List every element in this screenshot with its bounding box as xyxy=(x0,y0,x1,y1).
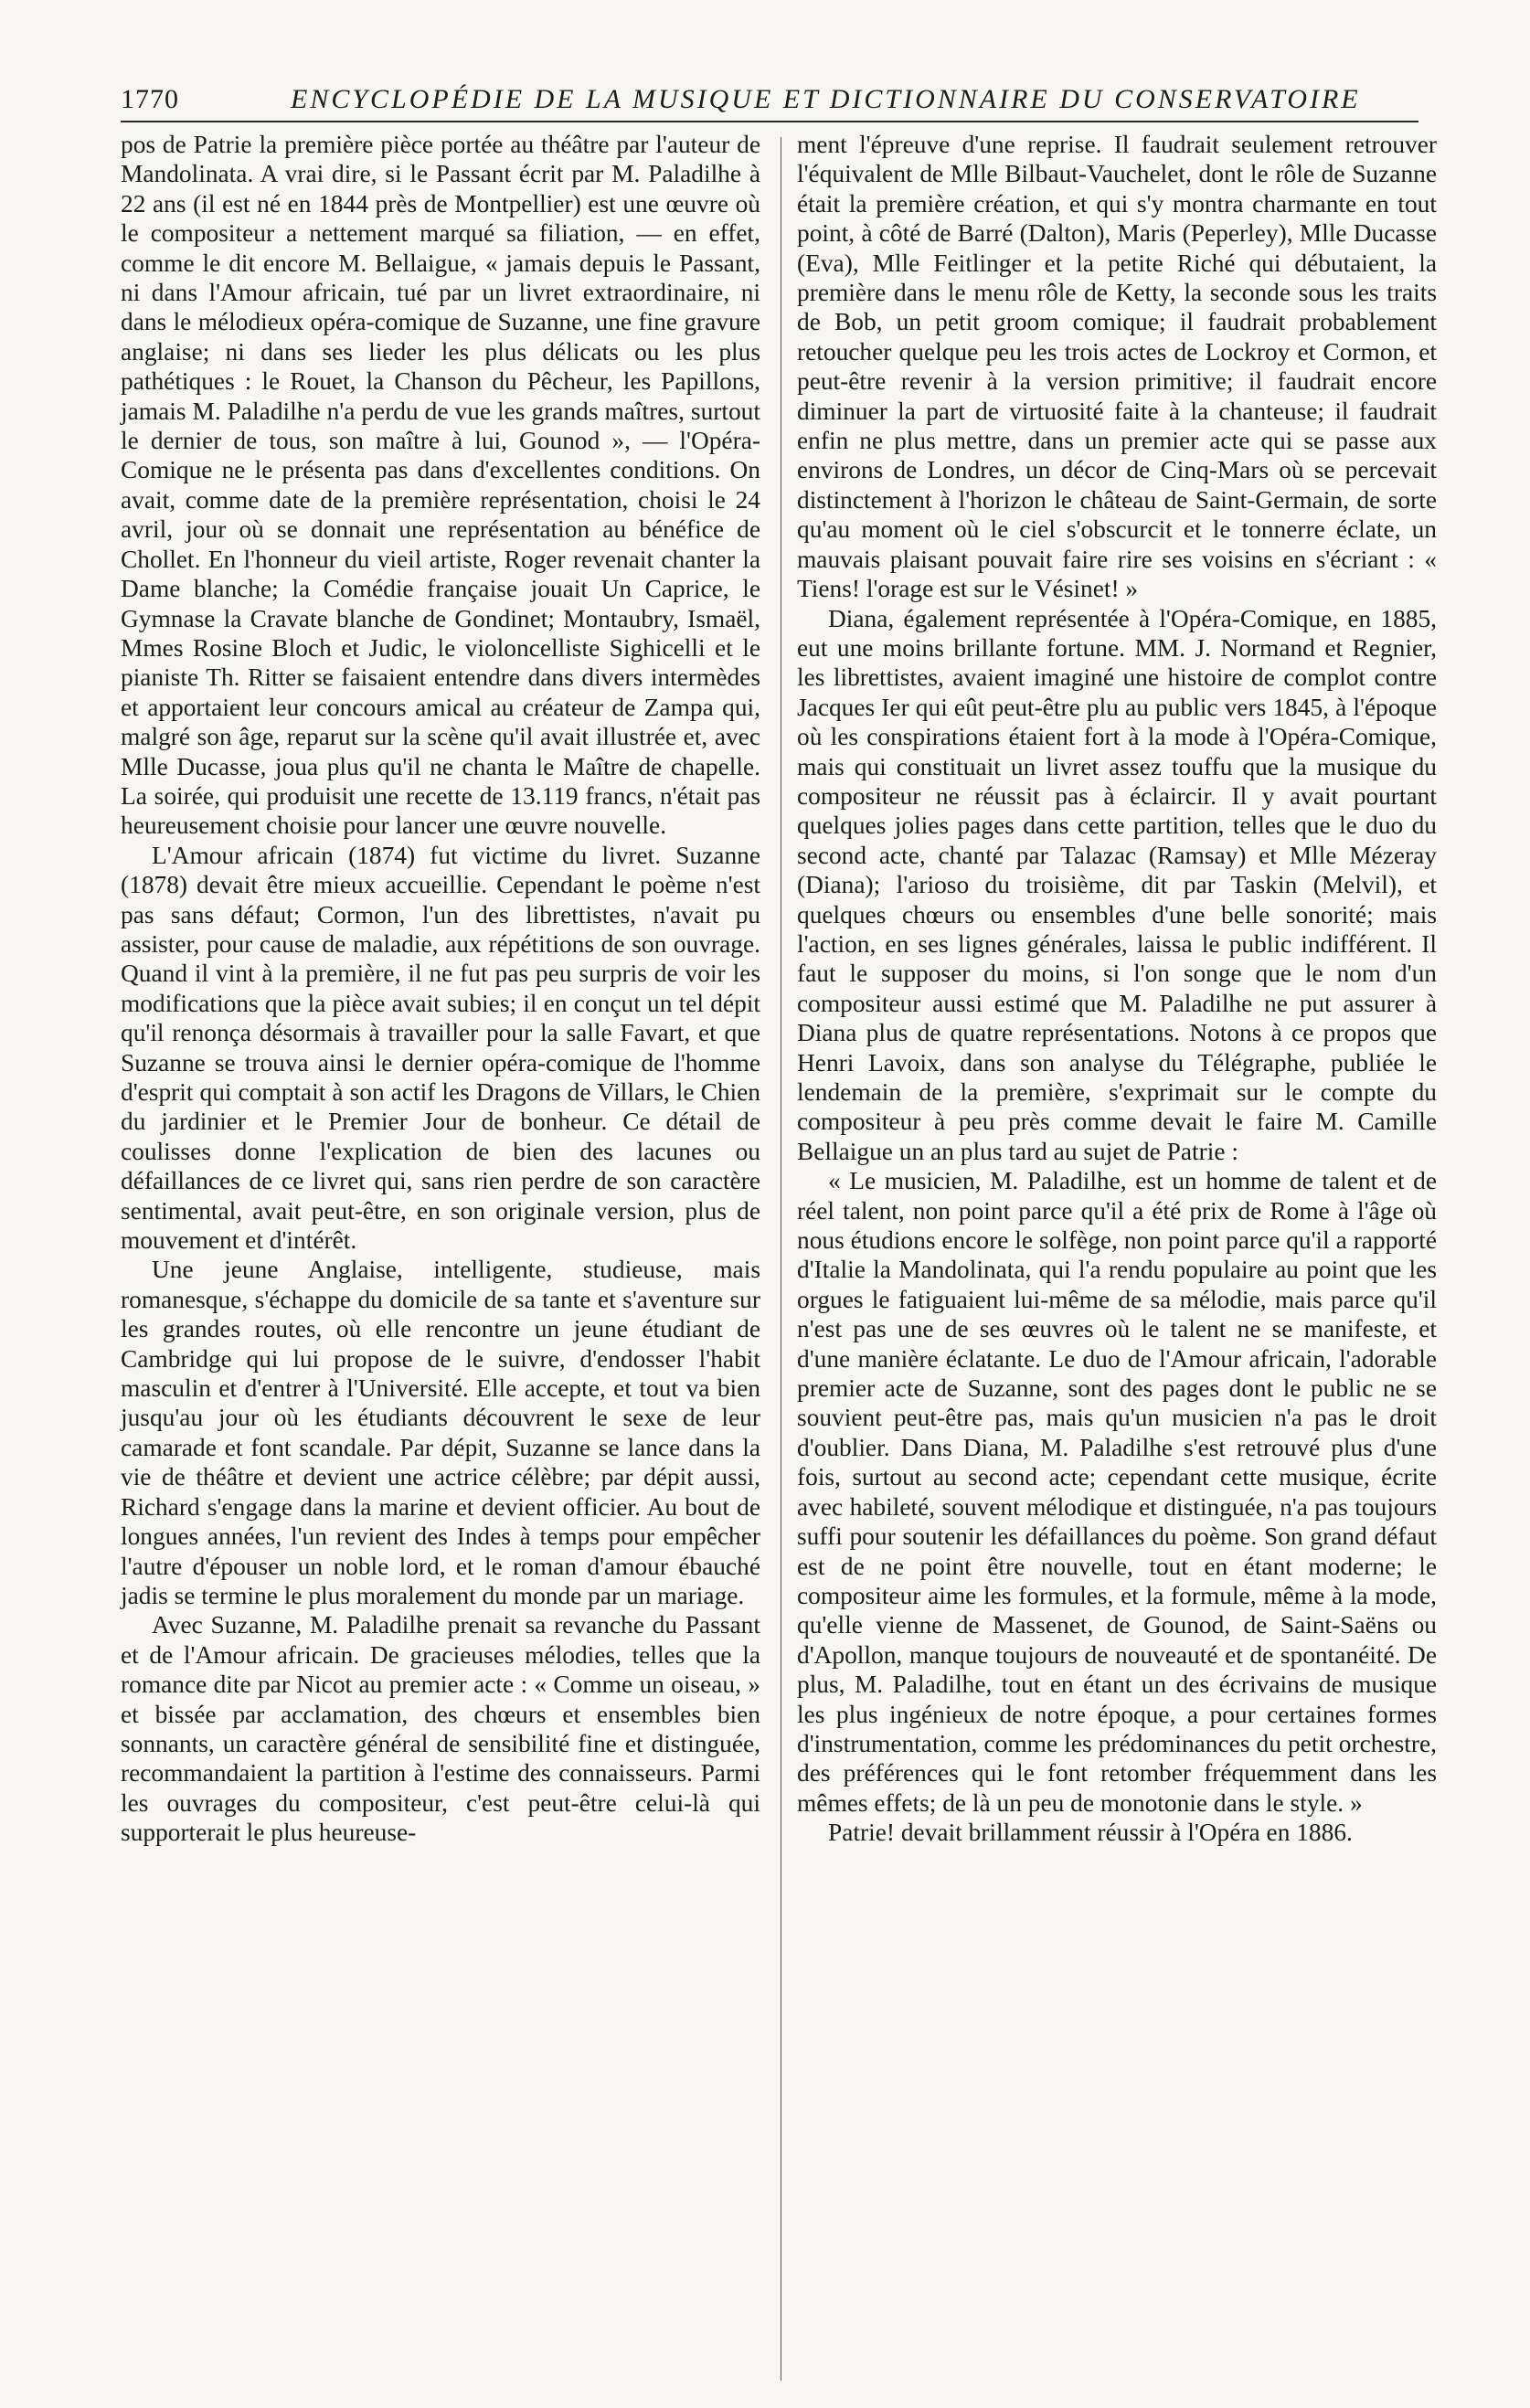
running-title: ENCYCLOPÉDIE DE LA MUSIQUE ET DICTIONNAIRE DU CONSERVATOIRE xyxy=(291,84,1361,114)
page-header xyxy=(121,80,1418,122)
paragraph: pos de Patrie la première pièce portée au théâtre par l'auteur de Mandolinata. A vrai dire, si le Passant écrit par M. Paladilhe à 22 ans (il est né en 1844 près de Montpellier) est une œuvre où le compositeur a nettement marqué sa filiation, — en effet, comme le dit encore M. Bellaigue, « jamais depuis le Passant, ni dans l'Amour africain, tué par un livret extraordinaire, ni dans le mélodieux opéra-comique de Suzanne, une fine gravure anglaise; ni dans ses lieder les plus délicats ou les plus pathétiques : le Rouet, la Chanson du Pêcheur, les Papillons, jamais M. Paladilhe n'a perdu de vue les grands maîtres, surtout le dernier de tous, son maître à lui, Gounod », — l'Opéra-Comique ne le présenta pas dans d'excellentes conditions. On avait, comme date de la première représentation, choisi le 24 avril, jour où se donnait une représentation au bénéfice de Chollet. En l'honneur du vieil artiste, Roger revenait chanter la Dame blanche; la Comédie française jouait Un Caprice, le Gymnase la Cravate blanche de Gondinet; Montaubry, Ismaël, Mmes Rosine Bloch et Judic, le violoncelliste Sighicelli et le pianiste Th. Ritter se faisaient entendre dans divers intermèdes et apportaient leur concours amical au créateur de Zampa qui, malgré son âge, reparut sur la scène qu'il avait illustrée et, avec Mlle Ducasse, joua plus qu'il ne chanta le Maître de chapelle. La soirée, qui produisit une recette de 13.119 francs, n'était pas heureusement choisie pour lancer une œuvre nouvelle. xyxy=(121,131,760,840)
paragraph: L'Amour africain (1874) fut victime du livret. Suzanne (1878) devait être mieux accueillie. Cependant le poème n'est pas sans défaut; Cormon, l'un des librettistes, n'avait pu assister, pour cause de maladie, aux répétitions de son ouvrage. Quand il vint à la première, il ne fut pas peu surpris de voir les modifications que la pièce avait subies; il en conçut un tel dépit qu'il renonça désormais à travailler pour la salle Favart, et que Suzanne se trouva ainsi le dernier opéra-comique de l'homme d'esprit qui comptait à son actif les Dragons de Villars, le Chien du jardinier et le Premier Jour de bonheur. Ce détail de coulisses donne l'explication de bien des lacunes ou défaillances de ce livret qui, sans rien perdre de son caractère sentimental, avait peut-être, en son originale version, plus de mouvement et d'intérêt. xyxy=(121,841,760,1255)
paragraph: ment l'épreuve d'une reprise. Il faudrait seulement retrouver l'équivalent de Mlle Bilbaut-Vauchelet, dont le rôle de Suzanne était la première création, et qui s'y montra charmante en tout point, à côté de Barré (Dalton), Maris (Peperley), Mlle Ducasse (Eva), Mlle Feitlinger et la petite Riché qui débutaient, la première dans le menu rôle de Ketty, la seconde sous les traits de Bob, un petit groom comique; il faudrait probablement retoucher quelque peu les trois actes de Lockroy et Cormon, et peut-être revenir à la version primitive; il faudrait encore diminuer la part de virtuosité faite à la chanteuse; il faudrait enfin ne plus mettre, dans un premier acte qui se passe aux environs de Londres, un décor de Cinq-Mars où se percevait distinctement à l'horizon le château de Saint-Germain, de sorte qu'au moment où le ciel s'obscurcit et le tonnerre éclate, un mauvais plaisant pouvait faire rire ses voisins en s'écriant : « Tiens! l'orage est sur le Vésinet! » xyxy=(797,131,1437,603)
paragraph: Avec Suzanne, M. Paladilhe prenait sa revanche du Passant et de l'Amour africain. De gracieuses mélodies, telles que la romance dite par Nicot au premier acte : « Comme un oiseau, » et bissée par acclamation, des chœurs et ensembles bien sonnants, un caractère général de sensibilité fine et distinguée, recommandaient la partition à l'estime des connaisseurs. Parmi les ouvrages du compositeur, c'est peut-être celui-là qui supporterait le plus heureuse- xyxy=(121,1611,760,1847)
paragraph: « Le musicien, M. Paladilhe, est un homme de talent et de réel talent, non point parce qu'il a été prix de Rome à l'âge où nous étudions encore le solfège, non point parce qu'il a rapporté d'Italie la Mandolinata, qui l'a rendu populaire au point que les orgues le fatiguaient lui-même de sa mélodie, mais parce qu'il n'est pas une de ses œuvres où le talent ne se manifeste, et d'une manière éclatante. Le duo de l'Amour africain, l'adorable premier acte de Suzanne, sont des pages dont le public ne se souvient peut-être pas, mais qu'un musicien n'a pas le droit d'oublier. Dans Diana, M. Paladilhe s'est retrouvé plus d'une fois, surtout au second acte; cependant cette musique, écrite avec habileté, souvent mélodique et distinguée, n'a pas toujours suffi pour soutenir les défaillances du poème. Son grand défaut est de ne point être nouvelle, tout en étant moderne; le compositeur aime les formules, et la formule, même à la mode, qu'elle vienne de Massenet, de Gounod, de Saint-Saëns ou d'Apollon, manque toujours de nouveauté et de spontanéité. De plus, M. Paladilhe, tout en étant un des écrivains de musique les plus ingénieux de notre époque, a pour certaines formes d'instrumentation, comme les prédominances du petit orchestre, des préférences qui le font retomber fréquemment dans les mêmes effets; de là un peu de monotonie dans le style. » xyxy=(797,1167,1437,1817)
right-column xyxy=(797,130,1437,1848)
page-number: 1770 xyxy=(121,84,179,114)
left-column xyxy=(121,130,760,1848)
paragraph: Patrie! devait brillamment réussir à l'Opéra en 1886. xyxy=(828,1819,1353,1847)
paragraph: Diana, également représentée à l'Opéra-Comique, en 1885, eut une moins brillante fortune. MM. J. Normand et Regnier, les librettistes, avaient imaginé une histoire de complot contre Jacques Ier qui eût peut-être plu au public vers 1845, à l'époque où les conspirations étaient fort à la mode à l'Opéra-Comique, mais qui constituait un livret assez touffu que la musique du compositeur ne réussit pas à éclaircir. Il y avait pourtant quelques jolies pages dans cette partition, telles que le duo du second acte, chanté par Talazac (Ramsay) et Mlle Mézeray (Diana); l'arioso du troisième, dit par Taskin (Melvil), et quelques chœurs ou ensembles d'une belle sonorité; mais l'action, en ses lignes générales, laissa le public indifférent. Il faut le supposer du moins, si l'on songe que le nom d'un compositeur aussi estimé que M. Paladilhe ne put assurer à Diana plus de quatre représentations. Notons à ce propos que Henri Lavoix, dans son analyse du Télégraphe, publiée le lendemain de la première, s'exprimait sur le compte du compositeur à peu près comme devait le faire M. Camille Bellaigue un an plus tard au sujet de Patrie : xyxy=(797,604,1437,1165)
paragraph: Une jeune Anglaise, intelligente, studieuse, mais romanesque, s'échappe du domicile de sa tante et s'aventure sur les grandes routes, où elle rencontre un jeune étudiant de Cambridge qui lui propose de le suivre, d'endosser l'habit masculin et d'entrer à l'Université. Elle accepte, et tout va bien jusqu'au jour où les étudiants découvrent le sexe de leur camarade et font scandale. Par dépit, Suzanne se lance dans la vie de théâtre et devient une actrice célèbre; par dépit aussi, Richard s'engage dans la marine et devient officier. Au bout de longues années, l'un revient des Indes à temps pour empêcher l'autre d'épouser un noble lord, et le roman d'amour ébauché jadis se termine le plus moralement du monde par un mariage. xyxy=(121,1256,760,1609)
